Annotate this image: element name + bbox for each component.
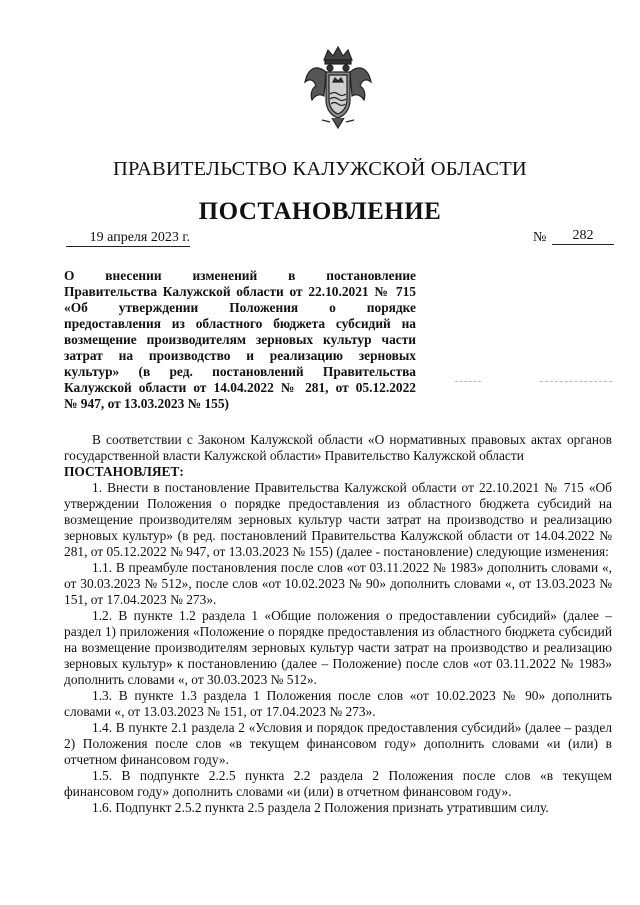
scan-mark: [455, 381, 481, 382]
paragraph-1-6: 1.6. Подпункт 2.5.2 пункта 2.5 раздела 2 Положения признать утратившим силу.: [92, 800, 549, 815]
paragraph-1-1: 1.1. В преамбуле постановления после слов «от 03.11.2022 № 1983» дополнить словами «, от 30.03.2023 № 512», после слов «от 10.02.2023 № 90» дополнить словами «, от 13.03.2023 № 151, от 17.04.2023 № 273».: [64, 560, 612, 607]
subject-line: возмещение производителям зерновых культур части: [64, 332, 416, 347]
subject-line: затрат на производство и реализацию зерновых: [64, 348, 416, 363]
subject-line: предоставления из областного бюджета субсидий на: [64, 316, 416, 331]
document-body: [64, 432, 612, 816]
scan-mark: [540, 381, 612, 382]
paragraph-1: 1. Внести в постановление Правительства Калужской области от 22.10.2021 № 715 «Об утверждении Положения о порядке предоставления из областного бюджета субсидий на возмещение производителям зерновых культур части затрат на производство и реализацию зерновых культур» (в ред. постановлений Правительства Калужской области от 14.04.2022 № 281, от 05.12.2022 № 947, от 13.03.2023 № 155) (далее - постановление) следующие изменения:: [64, 480, 612, 559]
paragraph-1-3: 1.3. В пункте 1.3 раздела 1 Положения после слов «от 10.02.2023 № 90» дополнить словами «, от 13.03.2023 № 151, от 17.04.2023 № 273».: [64, 688, 612, 719]
subject-line: № 947, от 13.03.2023 № 155): [64, 396, 229, 411]
kaluga-coat-of-arms-icon: [302, 42, 374, 132]
paragraph-1-2: 1.2. В пункте 1.2 раздела 1 «Общие положения о предоставлении субсидий» (далее – раздел 1) приложения «Положение о порядке предоставления из областного бюджета субсидий на возмещение производителям зерновых культур части затрат на производство и реализацию зерновых культур» к постановлению (далее – Положение) после слов «от 03.11.2022 № 1983» дополнить словами «, от 30.03.2023 № 512».: [64, 608, 612, 687]
decree-word: ПОСТАНОВЛЯЕТ:: [64, 464, 184, 479]
paragraph-1-5: 1.5. В подпункте 2.2.5 пункта 2.2 раздела 2 Положения после слов «в текущем финансовом году» дополнить словами «и (или) в отчетном финансовом году».: [64, 768, 612, 799]
document-number: 282: [552, 228, 614, 245]
subject-line: Правительства Калужской области от 22.10.2021 № 715: [64, 284, 416, 299]
document-date: 19 апреля 2023 г.: [66, 230, 190, 247]
subject-line: О внесении изменений в постановление: [64, 268, 416, 283]
document-type-title: ПОСТАНОВЛЕНИЕ: [198, 198, 442, 225]
paragraph-1-4: 1.4. В пункте 2.1 раздела 2 «Условия и порядок предоставления субсидий» (далее – раздел 2) Положения после слов «в текущем финансовом году» дополнить словами «и (или) в отчетном финансовом году».: [64, 720, 612, 767]
subject-line: Калужской области от 14.04.2022 № 281, от 05.12.2022: [64, 380, 416, 395]
preamble-text-span: В соответствии с Законом Калужской области «О нормативных правовых актах органов государственной власти Калужской области» Правительство Калужской области: [64, 432, 612, 463]
preamble-text: [64, 432, 612, 464]
government-title: ПРАВИТЕЛЬСТВО КАЛУЖСКОЙ ОБЛАСТИ: [113, 158, 527, 180]
subject-line: культур» (в ред. постановлений Правительства: [64, 364, 416, 379]
document-subject: [64, 268, 416, 412]
subject-line: «Об утверждении Положения о порядке: [64, 300, 416, 315]
number-label: №: [533, 230, 547, 245]
